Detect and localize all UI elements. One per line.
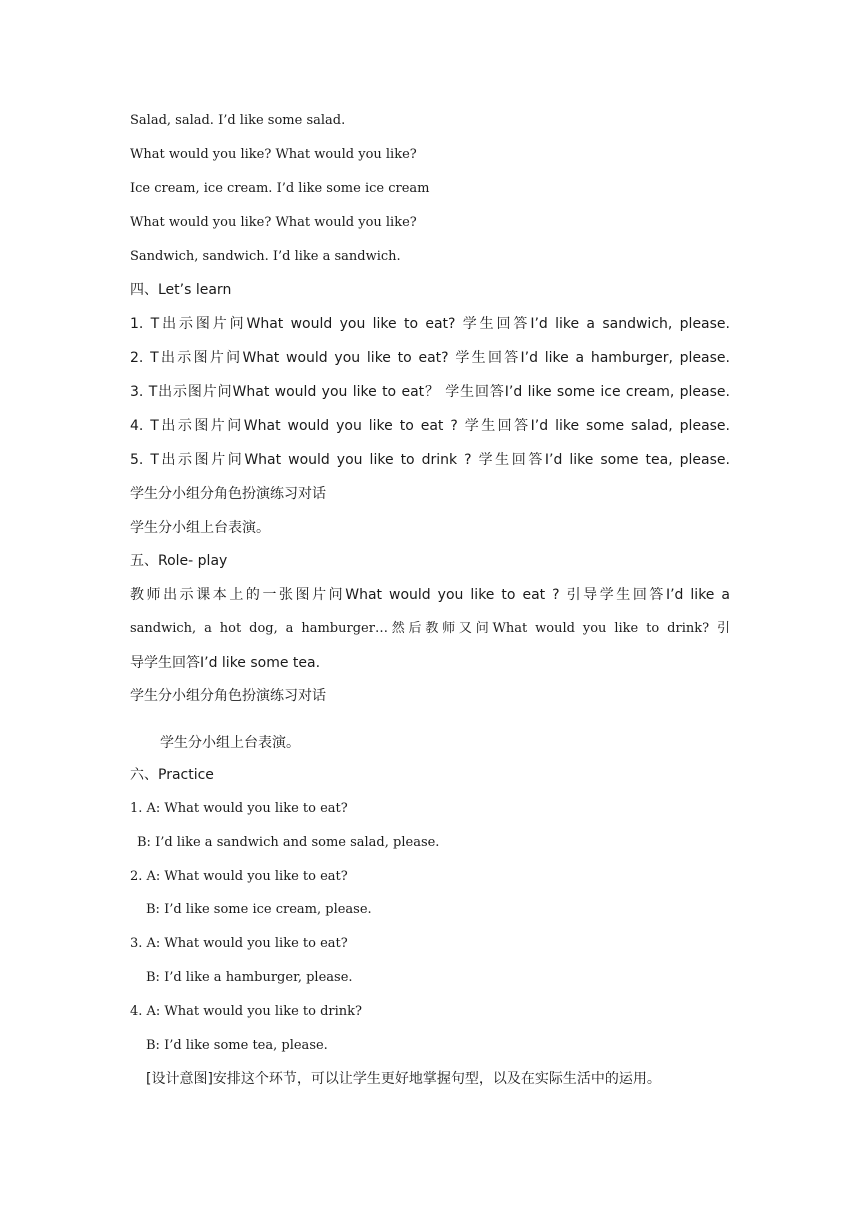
section-heading-practice: 六、Practice xyxy=(130,767,214,783)
practice-1-answer: B: I’d like a sandwich and some salad, please. xyxy=(137,835,440,850)
group-practice-text: 学生分小组分角色扮演练习对话 xyxy=(130,486,326,502)
practice-1-question: 1. A: What would you like to eat? xyxy=(130,801,348,816)
learn-item-4: 4. T出示图片问What would you like to eat ? 学生回答I’d like some salad, please. xyxy=(130,418,730,434)
practice-2-question: 2. A: What would you like to eat? xyxy=(130,869,348,884)
learn-item-1: 1. T出示图片问What would you like to eat? 学生回答I’d like a sandwich, please. xyxy=(130,316,730,332)
learn-item-5: 5. T出示图片问What would you like to drink ? 学生回答I’d like some tea, please. xyxy=(130,452,730,468)
role-play-paragraph-line-1: 教师出示课本上的一张图片问What would you like to eat ? 引导学生回答I’d like a xyxy=(130,587,730,603)
chant-line-5: Sandwich, sandwich. I’d like a sandwich. xyxy=(130,249,401,264)
group-perform-text: 学生分小组上台表演。 xyxy=(130,520,270,536)
role-play-paragraph-line-2: sandwich, a hot dog, a hamburger…然后教师又问What would you like to drink? 引 xyxy=(130,621,730,636)
section-heading-role-play: 五、Role- play xyxy=(130,553,228,569)
chant-line-3: Ice cream, ice cream. I’d like some ice cream xyxy=(130,181,430,196)
chant-line-1: Salad, salad. I’d like some salad. xyxy=(130,113,346,128)
learn-item-2: 2. T出示图片问What would you like to eat? 学生回答I’d like a hamburger, please. xyxy=(130,350,730,366)
practice-2-answer: B: I’d like some ice cream, please. xyxy=(146,902,372,917)
chant-line-4: What would you like? What would you like? xyxy=(130,215,417,230)
chant-line-2: What would you like? What would you like? xyxy=(130,147,417,162)
group-practice-text-2: 学生分小组分角色扮演练习对话 xyxy=(130,688,326,704)
practice-3-question: 3. A: What would you like to eat? xyxy=(130,936,348,951)
practice-4-question: 4. A: What would you like to drink? xyxy=(130,1004,363,1019)
group-perform-text-2: 学生分小组上台表演。 xyxy=(160,735,300,751)
practice-4-answer: B: I’d like some tea, please. xyxy=(146,1038,328,1053)
design-intent-text: [设计意图]安排这个环节，可以让学生更好地掌握句型，以及在实际生活中的运用。 xyxy=(146,1071,661,1087)
learn-item-3: 3. T出示图片问What would you like to eat？ 学生回答I’d like some ice cream, please. xyxy=(130,384,730,400)
practice-3-answer: B: I’d like a hamburger, please. xyxy=(146,970,353,985)
section-heading-lets-learn: 四、Let’s learn xyxy=(130,282,232,298)
role-play-paragraph-line-3: 导学生回答I’d like some tea. xyxy=(130,655,321,671)
